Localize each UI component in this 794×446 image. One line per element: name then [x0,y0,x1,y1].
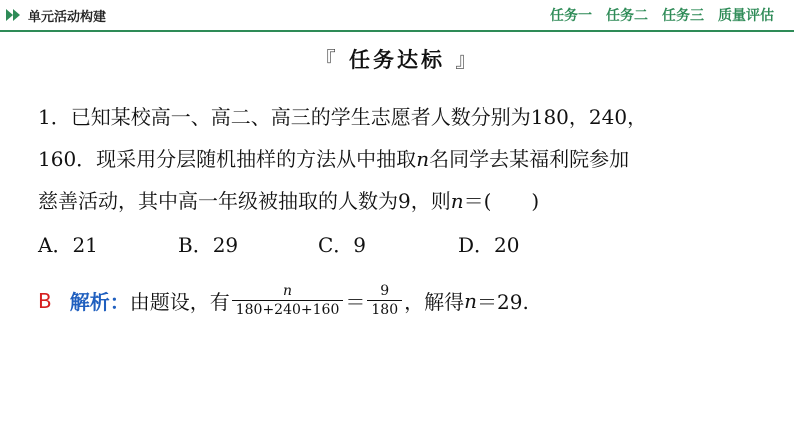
option-b[interactable]: B．29 [178,233,239,257]
nav-quality-assessment[interactable]: 质量评估 [718,8,774,24]
question-line-1 [38,96,778,138]
fraction-1-denominator: 180+240+160 [232,300,344,319]
option-d[interactable]: D．20 [458,233,520,257]
fraction-2 [367,282,402,319]
equals-sign: ＝ [345,290,366,314]
variable-n: n [416,147,430,171]
nav-task-1[interactable]: 任务一 [550,8,592,24]
fraction-1 [232,282,344,319]
solution-label: 解析： [69,290,130,314]
top-bar [0,0,794,30]
question-line-3-text-b: ＝( ) [463,189,540,213]
question-line-2-text-b: 名同学去某福利院参加 [429,147,630,171]
answer-options [38,229,598,258]
open-bracket: 『 [314,48,339,72]
option-a[interactable]: A．21 [38,233,98,257]
heading-title: 任务达标 [349,48,445,72]
solution-text-c: ＝29. [477,290,529,314]
page-heading [0,44,794,74]
close-bracket: 』 [455,48,480,72]
answer-letter: B [38,288,52,313]
section-title: 单元活动构建 [28,10,107,25]
question-line-3-text-a: 慈善活动，其中高一年级被抽取的人数为9，则 [38,189,451,213]
question-line-3 [38,180,778,222]
variable-n: n [464,288,477,313]
question-line-2-text-a: 160．现采用分层随机抽样的方法从中抽取 [38,147,417,171]
variable-n: n [450,189,464,213]
header-divider [0,30,794,32]
question-line-1-text: 1．已知某校高一、高二、高三的学生志愿者人数分别为180，240， [38,105,648,129]
option-c[interactable]: C．9 [318,233,367,257]
nav-task-2[interactable]: 任务二 [606,8,648,24]
solution [38,282,529,319]
play-arrow-icon [6,9,22,21]
question-text [38,96,778,222]
solution-text-a: 由题设，有 [129,290,230,314]
fraction-2-denominator: 180 [367,300,402,319]
task-nav [550,5,774,25]
nav-task-3[interactable]: 任务三 [662,8,704,24]
question-line-2 [38,138,778,180]
solution-text-b: ，解得 [404,290,465,314]
fraction-1-numerator: n [283,283,293,299]
fraction-2-numerator: 9 [380,283,390,299]
